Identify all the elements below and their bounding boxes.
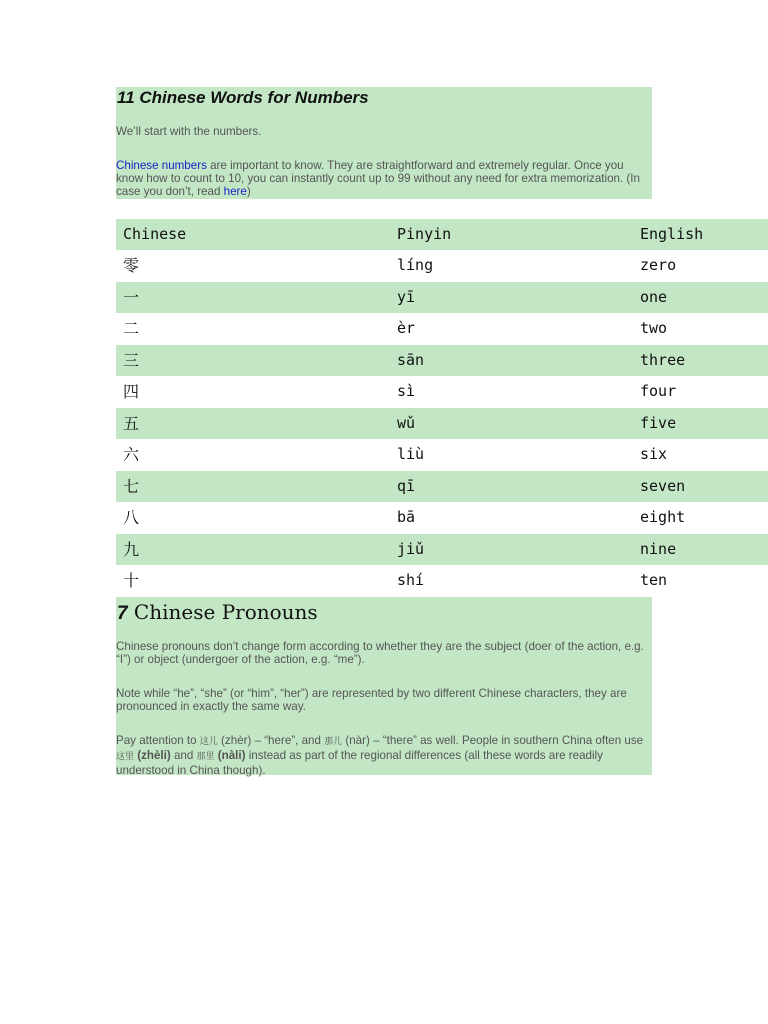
table-row (116, 502, 768, 534)
cell-english: five (640, 413, 677, 432)
table-header-row (116, 219, 768, 250)
cell-english: six (640, 445, 668, 463)
table-row (116, 250, 768, 282)
cell-chinese: 二 (123, 319, 140, 338)
cell-chinese: 三 (123, 350, 140, 370)
cell-chinese: 八 (123, 508, 140, 527)
cell-chinese: 六 (123, 445, 140, 464)
table-row (116, 565, 768, 597)
cell-english: two (640, 319, 668, 337)
cell-pinyin: liù (397, 445, 425, 463)
cell-chinese: 七 (123, 476, 140, 496)
cell-english: three (640, 350, 686, 369)
cell-pinyin: sān (397, 350, 425, 369)
pronouns-paragraph-2: Note while “he”, “she” (or “him”, “her”) are represented by two different Chinese characters, they are pronounced in exactly the same way. (116, 687, 627, 713)
cell-pinyin: yī (397, 287, 416, 306)
table-row (116, 439, 768, 471)
cell-pinyin: sì (397, 382, 416, 400)
cell-english: seven (640, 476, 686, 495)
here-link[interactable]: here (223, 185, 247, 198)
p3-bold-zheli: (zhèli) (134, 749, 171, 762)
cell-chinese: 四 (123, 382, 140, 401)
table-row (116, 408, 768, 440)
cell-pinyin: jiǔ (397, 539, 425, 558)
pronouns-section (116, 597, 652, 775)
cell-english: eight (640, 508, 686, 526)
table-row (116, 282, 768, 314)
numbers-paragraph-text: are important to know. They are straightforward and extremely regular. Once you know how to count to 10, you can instantly count up to 99 without any need for extra memorization. (In case you don’t, read (116, 159, 640, 198)
cell-chinese: 九 (123, 539, 140, 559)
p3-chinese-nali: 那里 (196, 752, 215, 762)
p3-text-2: (zhèr) – “here”, and (217, 734, 325, 747)
pronouns-heading-number: 7 (117, 603, 128, 624)
p3-chinese-nar: 那儿 (324, 737, 343, 747)
numbers-heading: 11 Chinese Words for Numbers (117, 88, 369, 107)
cell-chinese: 十 (123, 571, 140, 590)
cell-english: nine (640, 539, 677, 558)
p3-chinese-zher: 这儿 (199, 737, 218, 747)
table-row (116, 534, 768, 566)
cell-pinyin: shí (397, 571, 425, 589)
chinese-numbers-link[interactable]: Chinese numbers (116, 159, 207, 172)
numbers-section (116, 87, 652, 199)
cell-english: zero (640, 256, 677, 274)
table-row (116, 471, 768, 503)
cell-english: one (640, 287, 668, 306)
cell-chinese: 零 (123, 256, 140, 275)
cell-chinese: 一 (123, 287, 140, 307)
pronouns-heading (117, 600, 318, 625)
numbers-paragraph-end: ) (246, 185, 251, 198)
cell-english: four (640, 382, 677, 400)
numbers-intro: We’ll start with the numbers. (116, 125, 262, 138)
cell-pinyin: qī (397, 476, 416, 495)
table-row (116, 376, 768, 408)
p3-bold-nali: (nàli) (214, 749, 246, 762)
table-row (116, 345, 768, 377)
p3-text-1: Pay attention to (116, 734, 200, 747)
pronouns-heading-text: Chinese Pronouns (127, 600, 318, 624)
header-chinese: Chinese (123, 225, 187, 243)
cell-pinyin: èr (397, 319, 416, 337)
p3-text-3: (nàr) – “there” as well. People in southern China often use (342, 734, 644, 747)
cell-pinyin: líng (397, 256, 434, 274)
cell-pinyin: wǔ (397, 413, 416, 432)
p3-text-5: instead as part of the regional differences (all these words are readily understood in China though). (116, 749, 603, 777)
cell-english: ten (640, 571, 668, 589)
numbers-paragraph (116, 159, 650, 198)
table-body (116, 250, 768, 597)
p3-chinese-zheli: 这里 (116, 752, 135, 762)
header-pinyin: Pinyin (397, 225, 452, 243)
numbers-table (116, 219, 768, 597)
pronouns-paragraph-3 (116, 734, 650, 777)
table-row (116, 313, 768, 345)
pronouns-paragraph-1: Chinese pronouns don’t change form according to whether they are the subject (doer of the action, e.g. “I”) or object (undergoer of the action, e.g. “me”). (116, 640, 644, 666)
cell-chinese: 五 (123, 413, 140, 433)
cell-pinyin: bā (397, 508, 416, 526)
p3-text-4: and (170, 749, 197, 762)
header-english: English (640, 225, 704, 243)
